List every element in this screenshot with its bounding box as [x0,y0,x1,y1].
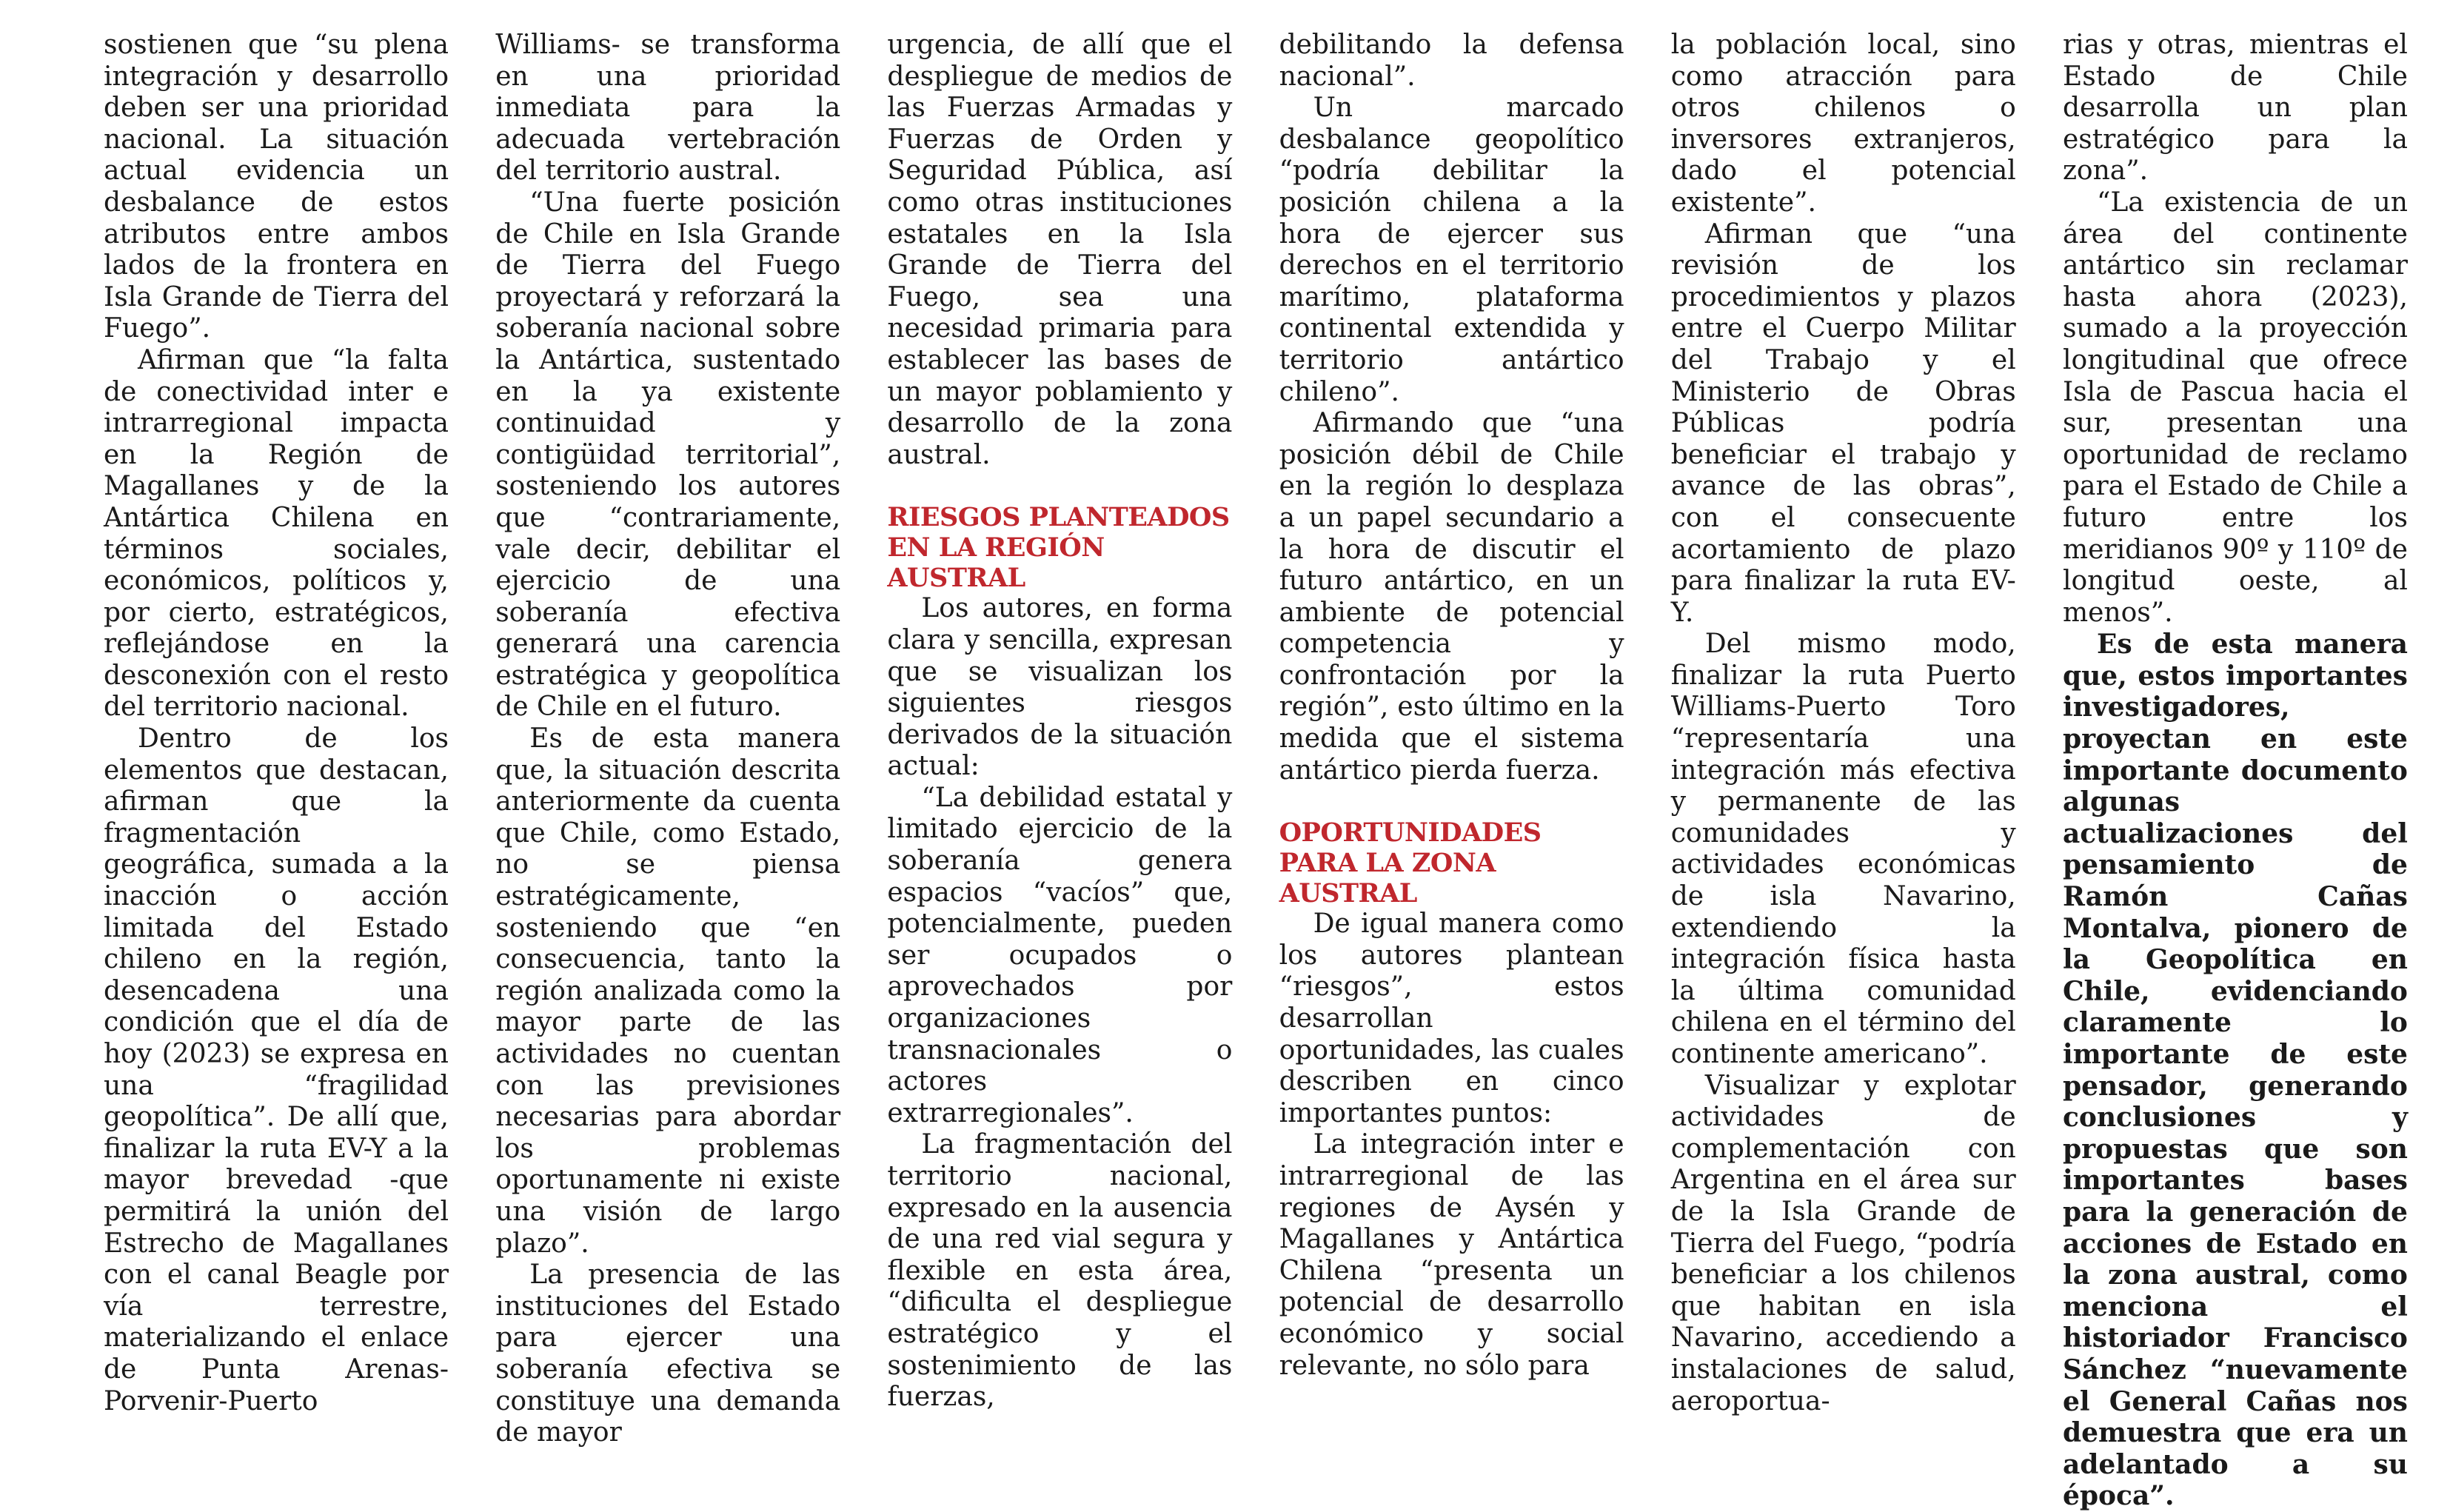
text-column-2 [495,30,841,1448]
article-paragraph: Afirmando que “una posición débil de Chile en la región lo desplaza a un papel secundario a la hora de discutir el futuro antártico, en un ambiente de potencial competencia y confrontación por la región”, esto último en la medida que el sistema antártico pierda fuerza. [1279,408,1624,786]
article-paragraph: “La existencia de un área del continente antártico sin reclamar hasta ahora (2023), sumado a la proyección longitudinal que ofrece Isla de Pascua hacia el sur, presentan una oportunidad de reclamo para el Estado de Chile a futuro entre los meridianos 90º y 110º de longitud oeste, al menos”. [2062,187,2408,628]
article-paragraph: urgencia, de allí que el despliegue de medios de las Fuerzas Armadas y Fuerzas de Orden y Seguridad Pública, así como otras instituciones estatales en la Isla Grande de Tierra del Fuego, sea una necesidad primaria para establecer las bases de un mayor poblamiento y desarrollo de la zona austral. [887,30,1233,470]
article-paragraph: rias y otras, mientras el Estado de Chile desarrolla un plan estratégico para la zona”. [2062,30,2408,187]
text-column-4 [1279,30,1624,1381]
article-paragraph: “La debilidad estatal y limitado ejercicio de la soberanía genera espacios “vacíos” que, potencialmente, pueden ser ocupados o aprovechados por organizaciones transnacionales o actores extrarregionales”. [887,782,1233,1128]
article-paragraph: Es de esta manera que, estos importantes investigadores, proyectan en este importante documento algunas actualizaciones del pensamiento de Ramón Cañas Montalva, pionero de la Geopolítica en Chile, evidenciando claramente lo importante de este pensador, generando conclusiones y propuestas que son importantes bases para la generación de acciones de Estado en la zona austral, como menciona el historiador Francisco Sánchez “nuevamente el General Cañas nos demuestra que era un adelantado a su época”. [2062,629,2408,1512]
article-paragraph: Es de esta manera que, la situación descrita anteriormente da cuenta que Chile, como Estado, no se piensa estratégicamente, sosteniendo que “en consecuencia, tanto la región analizada como la mayor parte de las actividades no cuentan con las previsiones necesarias para abordar los problemas oportunamente ni existe una visión de largo plazo”. [495,723,841,1259]
article-paragraph: sostienen que “su plena integración y desarrollo deben ser una prioridad nacional. La situación actual evidencia un desbalance de estos atributos entre ambos lados de la frontera en Isla Grande de Tierra del Fuego”. [104,30,449,344]
article-paragraph: Afirman que “una revisión de los procedimientos y plazos entre el Cuerpo Militar del Trabajo y el Ministerio de Obras Públicas podría beneficiar el trabajo y avance de las obras”, con el consecuente acortamiento de plazo para finalizar la ruta EV-Y. [1670,218,2016,628]
text-column-6 [2062,30,2408,1512]
article-paragraph: “Una fuerte posición de Chile en Isla Grande de Tierra del Fuego proyectará y reforzará la soberanía nacional sobre la Antártica, sustentado en la ya existente continuidad y contigüidad territorial”, sosteniendo los autores que “contrariamente, vale decir, debilitar el ejercicio de una soberanía efectiva generará una carencia estratégica y geopolítica de Chile en el futuro. [495,187,841,723]
article-paragraph: Un marcado desbalance geopolítico “podría debilitar la posición chilena a la hora de ejercer sus derechos en el territorio marítimo, plataforma continental extendida y territorio antártico chileno”. [1279,93,1624,407]
article-paragraph: Del mismo modo, finalizar la ruta Puerto Williams-Puerto Toro “representaría una integración más efectiva y permanente de las comunidades y actividades económicas de isla Navarino, extendiendo la integración física hasta la última comunidad chilena en el término del continente americano”. [1670,629,2016,1069]
article-paragraph: debilitando la defensa nacional”. [1279,30,1624,92]
article-paragraph: De igual manera como los autores plantean “riesgos”, estos desarrollan oportunidades, las cuales describen en cinco importantes puntos: [1279,909,1624,1128]
article-paragraph: La presencia de las instituciones del Estado para ejercer una soberanía efectiva se constituye una demanda de mayor [495,1260,841,1448]
article-paragraph: Visualizar y explotar actividades de complementación con Argentina en el área sur de la Isla Grande de Tierra del Fuego, “podría beneficiar a los chilenos que habitan en isla Navarino, accediendo a instalaciones de salud, aeroportua- [1670,1070,2016,1416]
section-heading: OPORTUNIDADES PARA LA ZONA AUSTRAL [1279,817,1542,909]
newspaper-page [104,30,2408,1512]
article-paragraph: La integración inter e intrarregional de las regiones de Aysén y Magallanes y Antártica Chilena “presenta un potencial de desarrollo económico y social relevante, no sólo para [1279,1129,1624,1381]
text-column-1 [104,30,449,1416]
article-paragraph: La fragmentación del territorio nacional, expresado en la ausencia de una red vial segura y flexible en esta área, “dificulta el despliegue estratégico y el sostenimiento de las fuerzas, [887,1129,1233,1413]
text-column-3 [887,30,1233,1413]
article-paragraph: Afirman que “la falta de conectividad inter e intrarregional impacta en la Región de Magallanes y de la Antártica Chilena en términos sociales, económicos, políticos y, por cierto, estratégicos, reflejándose en la desconexión con el resto del territorio nacional. [104,344,449,723]
article-paragraph: la población local, sino como atracción para otros chilenos o inversores extranjeros, dado el potencial existente”. [1670,30,2016,218]
section-heading: RIESGOS PLANTEADOS EN LA REGIÓN AUSTRAL [887,502,1230,594]
article-paragraph: Williams- se transforma en una prioridad inmediata para la adecuada vertebración del territorio austral. [495,30,841,187]
text-column-5 [1670,30,2016,1416]
article-paragraph: Los autores, en forma clara y sencilla, expresan que se visualizan los siguientes riesgos derivados de la situación actual: [887,593,1233,782]
article-paragraph: Dentro de los elementos que destacan, afirman que la fragmentación geográfica, sumada a la inacción o acción limitada del Estado chileno en la región, desencadena una condición que el día de hoy (2023) se expresa en una “fragilidad geopolítica”. De allí que, finalizar la ruta EV-Y a la mayor brevedad -que permitirá la unión del Estrecho de Magallanes con el canal Beagle por vía terrestre, materializando el enlace de Punta Arenas-Porvenir-Puerto [104,723,449,1416]
